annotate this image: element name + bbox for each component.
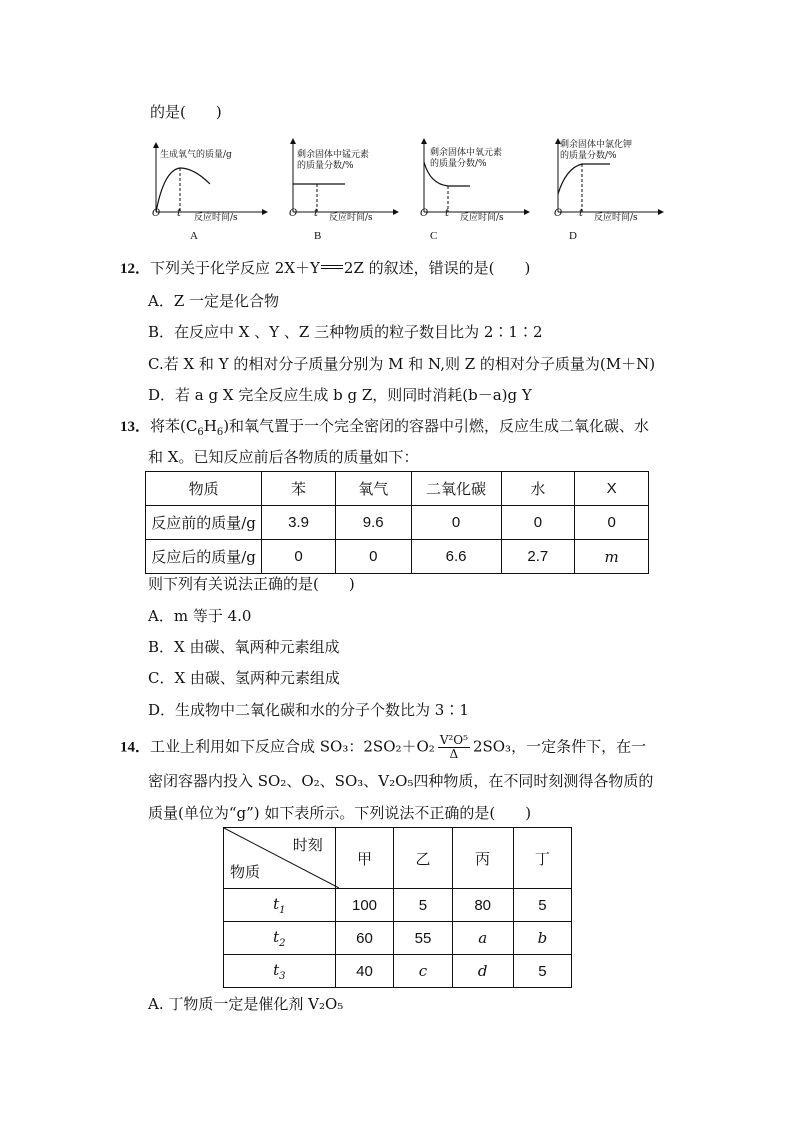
q14-header-cell: 丁: [513, 828, 571, 889]
figure-d-letter: D: [569, 230, 577, 242]
q14-row-label-t: t: [273, 960, 280, 979]
figure-d-ylabel: [560, 140, 632, 162]
q14-row-label-sub: 1: [279, 904, 286, 916]
figure-c-ylabel-line2: 的质量分数/%: [430, 159, 487, 169]
figure-b-ylabel: [297, 150, 369, 172]
q13-cell: 2.7: [501, 540, 575, 574]
q14-corner-top: 时刻: [292, 836, 323, 854]
q14-cell: c: [394, 955, 452, 988]
q12-option-d: D．若 a g X 完全反应生成 b g Z，则同时消耗(b－a)g Y: [148, 386, 532, 404]
figure-c-t: t: [445, 208, 450, 219]
q13-header-cell: X: [575, 472, 649, 506]
figure-c: [418, 138, 548, 248]
q13-option-b: B．X 由碳、氧两种元素组成: [148, 638, 340, 656]
q14-cell: 40: [335, 955, 394, 988]
q13-cell: 3.9: [262, 506, 336, 540]
q14-row-label: [224, 889, 336, 922]
q13-cell: 9.6: [335, 506, 411, 540]
figure-d-ylabel-line1: 剩余固体中氯化钾: [560, 140, 633, 150]
figure-b: [287, 138, 417, 248]
q14-number: 14．: [120, 739, 151, 756]
q14-option-a: A. 丁物质一定是催化剂 V₂O₅: [148, 995, 344, 1013]
q14-row-label-t: t: [273, 894, 280, 913]
figure-a-origin: O: [152, 208, 161, 219]
q13-header-cell: 氧气: [335, 472, 411, 506]
q13-cell: 0: [411, 506, 501, 540]
figure-d-origin: O: [554, 208, 563, 219]
q13-after-table: 则下列有关说法正确的是( ): [148, 575, 355, 593]
q13-option-a: A．m 等于 4.0: [148, 607, 252, 625]
q14-row-label: [224, 955, 336, 988]
figure-d-t: t: [579, 208, 584, 219]
q13-header-cell: 物质: [146, 472, 262, 506]
q13-cell: 6.6: [411, 540, 501, 574]
q13-cell: 0: [335, 540, 411, 574]
figure-d-ylabel-line2: 的质量分数/%: [560, 151, 617, 161]
figure-a-ylabel: 生成氧气的质量/g: [160, 150, 232, 160]
q13-option-c: C．X 由碳、氢两种元素组成: [148, 669, 340, 687]
q14-reaction-condition: [438, 734, 470, 761]
figure-b-origin: O: [289, 208, 298, 219]
q13-cell: 0: [501, 506, 575, 540]
q12-number: 12．: [120, 261, 151, 277]
q12-option-b: B．在反应中 X 、Y 、Z 三种物质的粒子数目比为 2∶1∶2: [148, 323, 543, 341]
figure-d-xlabel: 反应时间/s: [594, 213, 638, 223]
q14-cell: 60: [335, 922, 394, 955]
q13-cell: 0: [575, 506, 649, 540]
q14-row-label: [224, 922, 336, 955]
q14-catalyst: V²O⁵: [439, 733, 468, 747]
q14-stem-line1: [120, 734, 646, 761]
q13-stem-part3: )和氧气置于一个完全密闭的容器中引燃，反应生成二氧化碳、水: [223, 417, 650, 435]
q13-header-cell: 二氧化碳: [411, 472, 501, 506]
q13-number: 13．: [120, 419, 151, 435]
q14-header-cell: 甲: [335, 828, 394, 889]
q11-stem-tail: 的是( ): [150, 103, 222, 121]
figure-c-origin: O: [420, 208, 429, 219]
q13-cell: 反应后的质量/g: [146, 540, 262, 574]
q14-cell: 5: [513, 889, 571, 922]
q14-row-label-t: t: [273, 927, 280, 946]
q14-header-cell: 丙: [452, 828, 513, 889]
q12-equals-sign: [321, 265, 343, 269]
q14-cell: d: [452, 955, 513, 988]
q13-option-d: D．生成物中二氧化碳和水的分子个数比为 3∶1: [148, 701, 469, 719]
q14-stem-part1: 工业上利用如下反应合成 SO₃：2SO₂＋O₂: [150, 737, 435, 756]
q14-cell: a: [452, 922, 513, 955]
q14-cell: 5: [394, 889, 452, 922]
q13-sub1: 6: [197, 427, 204, 438]
figure-a-letter: A: [190, 230, 198, 242]
q14-cell: 55: [394, 922, 452, 955]
q14-stem-part2: 2SO₃，一定条件下，在一: [472, 737, 647, 756]
q14-stem-line3: 质量(单位为“g”) 如下表所示。下列说法不正确的是( ): [148, 804, 532, 822]
table-row: [146, 506, 649, 540]
q12-stem-b: 2Z 的叙述，错误的是( ): [343, 259, 531, 277]
q14-heat-symbol: Δ: [449, 747, 459, 761]
q14-cell: 80: [452, 889, 513, 922]
q13-stem-part2: H: [203, 417, 217, 435]
figure-c-ylabel-line1: 剩余固体中氧元素: [430, 148, 503, 158]
q13-table: [145, 471, 649, 574]
table-row: [224, 889, 572, 922]
q14-table: [223, 827, 572, 988]
q13-header-cell: 水: [501, 472, 575, 506]
q14-corner-bottom: 物质: [230, 863, 261, 881]
q14-stem-line2: 密闭容器内投入 SO₂、O₂、SO₃、V₂O₅四种物质，在不同时刻测得各物质的: [148, 772, 654, 790]
table-row: [224, 922, 572, 955]
q13-cell: 0: [262, 540, 336, 574]
q13-stem-part1: 将苯(C: [150, 417, 198, 435]
q12-option-c: C.若 X 和 Y 的相对分子质量分别为 M 和 N,则 Z 的相对分子质量为(M＋N): [148, 355, 656, 373]
q12-stem-a: 下列关于化学反应 2X＋Y: [150, 259, 320, 277]
figure-c-xlabel: 反应时间/s: [460, 213, 504, 223]
table-row: [146, 472, 649, 506]
figure-b-xlabel: 反应时间/s: [329, 213, 373, 223]
q14-row-label-sub: 3: [279, 970, 286, 982]
figure-a-t: t: [177, 208, 182, 219]
table-row: [224, 955, 572, 988]
q14-header-cell: 乙: [394, 828, 452, 889]
q13-stem-line2: 和 X。已知反应前后各物质的质量如下：: [148, 448, 419, 466]
q14-row-label-sub: 2: [279, 937, 286, 949]
q14-corner-cell: [224, 828, 336, 889]
figure-b-ylabel-line2: 的质量分数/%: [297, 161, 354, 171]
q13-cell: 反应前的质量/g: [146, 506, 262, 540]
q13-header-cell: 苯: [262, 472, 336, 506]
figure-b-t: t: [314, 208, 319, 219]
figure-c-ylabel: [430, 148, 502, 170]
q12-stem: [120, 258, 530, 279]
q14-cell: b: [513, 922, 571, 955]
q12-option-a: A．Z 一定是化合物: [148, 292, 280, 310]
table-row: [224, 828, 572, 889]
figure-d: [552, 138, 682, 248]
figure-a-xlabel: 反应时间/s: [194, 213, 238, 223]
figure-c-letter: C: [430, 230, 438, 242]
figure-b-ylabel-line1: 剩余固体中锰元素: [297, 150, 370, 160]
q14-cell: 5: [513, 955, 571, 988]
table-row: [146, 540, 649, 574]
figure-a: [150, 138, 280, 248]
figure-b-letter: B: [314, 230, 322, 242]
q14-cell: 100: [335, 889, 394, 922]
q13-stem-line1: [120, 416, 649, 443]
q13-sub2: 6: [216, 427, 224, 438]
q13-cell: m: [575, 540, 649, 574]
